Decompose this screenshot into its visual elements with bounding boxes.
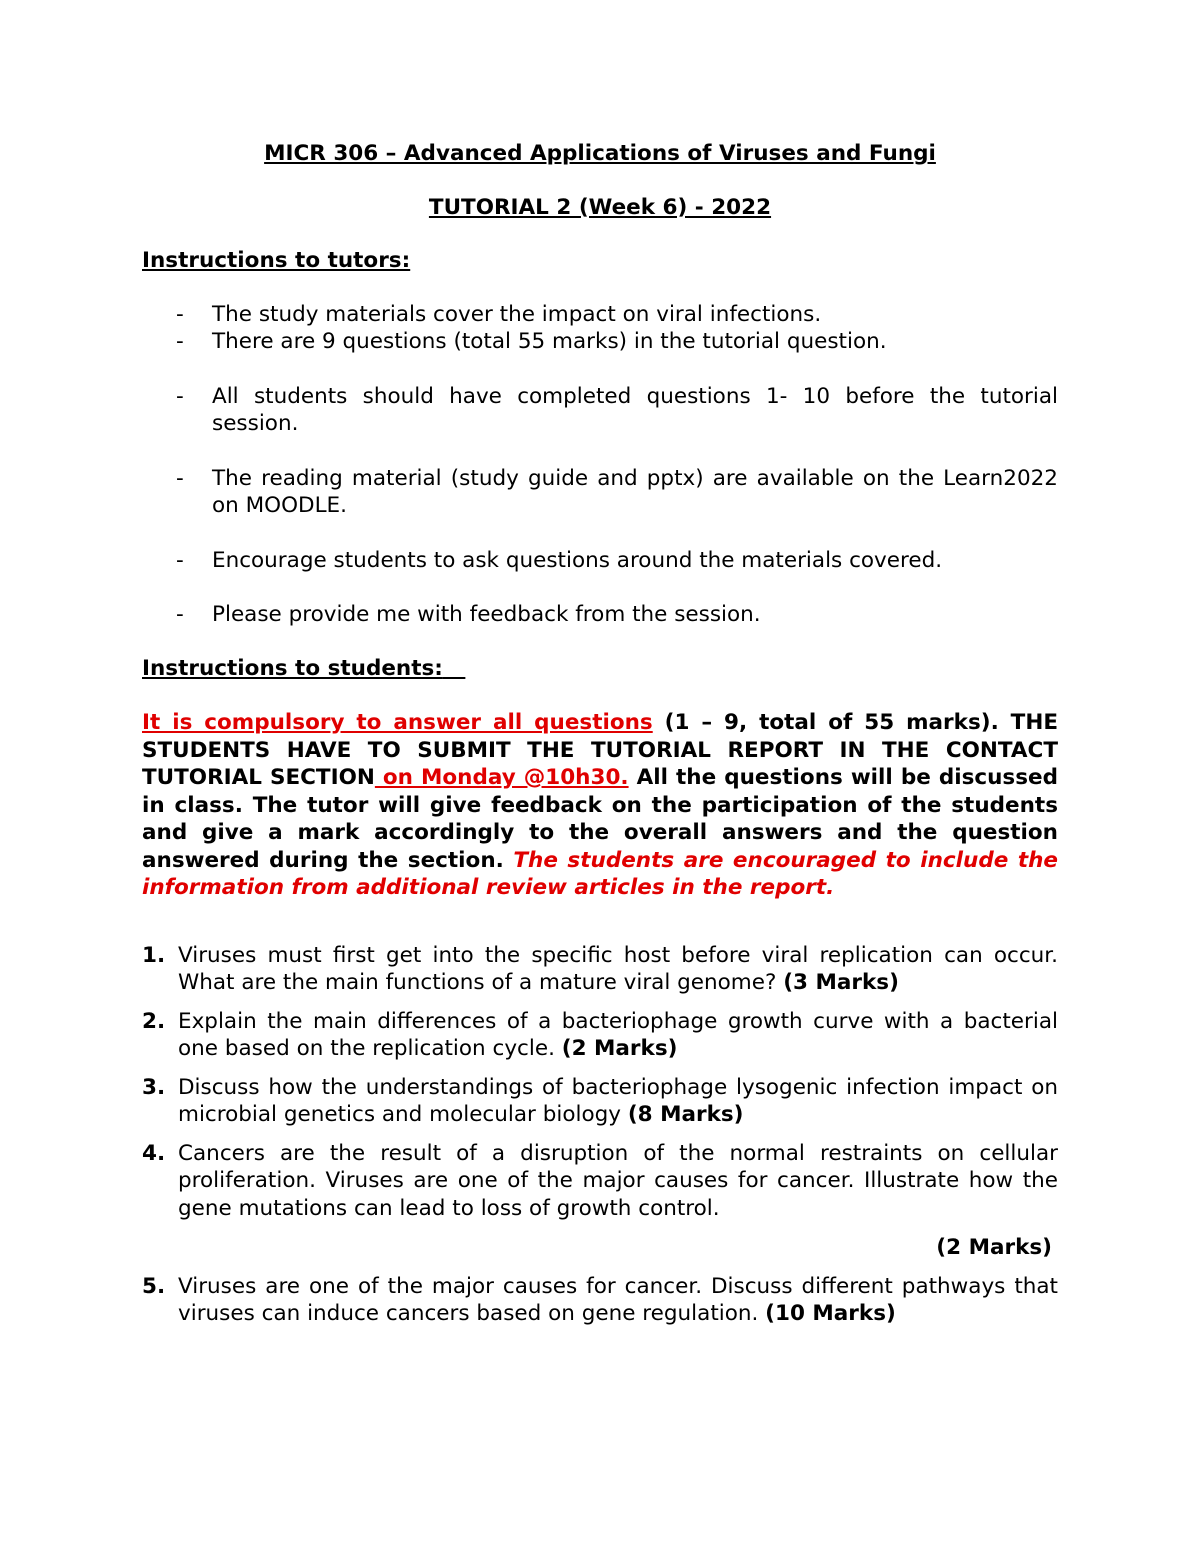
document-page (142, 140, 1058, 1339)
tutor-instruction-item (142, 547, 1058, 575)
tutor-instruction-text: Encourage students to ask questions around the materials covered. (212, 547, 943, 573)
question-number: 4. (142, 1140, 166, 1166)
question-marks: (10 Marks) (765, 1301, 896, 1326)
tutor-instruction-text: Please provide me with feedback from the session. (212, 602, 761, 627)
tutor-instruction-text: All students should have completed questions 1- 10 before the tutorial session. (212, 383, 1058, 436)
students-heading (142, 655, 1058, 683)
bullet-dash: - (176, 329, 184, 354)
deadline-notice: on Monday @10h30. (374, 765, 629, 790)
question-number: 5. (142, 1273, 166, 1299)
students-heading-text: Instructions to students: (142, 655, 443, 681)
tutor-instruction-item (142, 301, 1058, 329)
tutor-instruction-text: The reading material (study guide and pptx) are available on the Learn2022 on MOODLE. (212, 465, 1058, 518)
question-item (142, 1273, 1058, 1328)
question-text: Explain the main differences of a bacteriophage growth curve with a bacterial one based on the replication cycle. (178, 1008, 1058, 1061)
bullet-dash: - (176, 301, 184, 327)
tutor-instruction-text: The study materials cover the impact on viral infections. (212, 301, 822, 327)
student-instructions-paragraph (142, 709, 1058, 902)
question-text: Viruses are one of the major causes for cancer. Discuss different pathways that viruses can induce cancers based on gene regulation. (178, 1273, 1058, 1326)
tutor-instruction-item (142, 465, 1058, 520)
question-list (142, 942, 1058, 1328)
discussion-instructions: All the questions will be discussed in class. The tutor will give feedback on the participation of the students and give a mark accordingly to the overall answers and the question answered during the section (142, 765, 1058, 873)
bullet-dash: - (176, 602, 184, 627)
question-marks: (8 Marks) (627, 1102, 744, 1127)
question-text: Cancers are the result of a disruption of the normal restraints on cellular proliferation. Viruses are one of the major causes for cancer. Illustrate how the gene mutations can lead to loss of growth control. (178, 1140, 1058, 1221)
submission-instructions: (1 – 9, total of 55 marks). THE STUDENTS HAVE TO SUBMIT THE TUTORIAL REPORT IN THE CONTACT TUTORIAL SECTION (142, 710, 1059, 790)
compulsory-notice: It is compulsory to answer all questions (142, 710, 653, 735)
tutor-instructions-list (142, 301, 1058, 629)
bullet-dash: - (176, 547, 184, 573)
review-articles-notice: The students are encouraged to include the information from additional review articles in the report. (142, 847, 1059, 900)
question-item (142, 1140, 1058, 1262)
tutors-heading: Instructions to tutors: (142, 248, 411, 273)
bullet-dash: - (176, 465, 184, 491)
question-number: 2. (142, 1008, 166, 1034)
question-text: Discuss how the understandings of bacteriophage lysogenic infection impact on microbial genetics and molecular biology (178, 1074, 1058, 1127)
question-item (142, 942, 1058, 997)
tutor-instruction-item (142, 383, 1058, 438)
tutor-instruction-item (142, 328, 1058, 356)
tutor-instruction-item (142, 601, 1058, 629)
question-marks: (2 Marks) (561, 1036, 678, 1061)
course-title: MICR 306 – Advanced Applications of Viruses and Fungi (264, 141, 936, 166)
question-number: 3. (142, 1074, 166, 1100)
question-item (142, 1074, 1058, 1129)
tutorial-title: TUTORIAL 2 (Week 6) - 2022 (428, 194, 772, 220)
question-marks: (2 Marks) (936, 1235, 1052, 1260)
bullet-dash: - (176, 383, 184, 409)
question-text: Viruses must first get into the specific host before viral replication can occur. What are the main functions of a mature viral genome? (178, 942, 1058, 995)
question-item (142, 1008, 1058, 1063)
question-marks: (3 Marks) (783, 970, 899, 995)
question-number: 1. (142, 942, 166, 968)
sentence-period: . (495, 847, 514, 873)
tutor-instruction-text: There are 9 questions (total 55 marks) in the tutorial question. (212, 329, 887, 354)
